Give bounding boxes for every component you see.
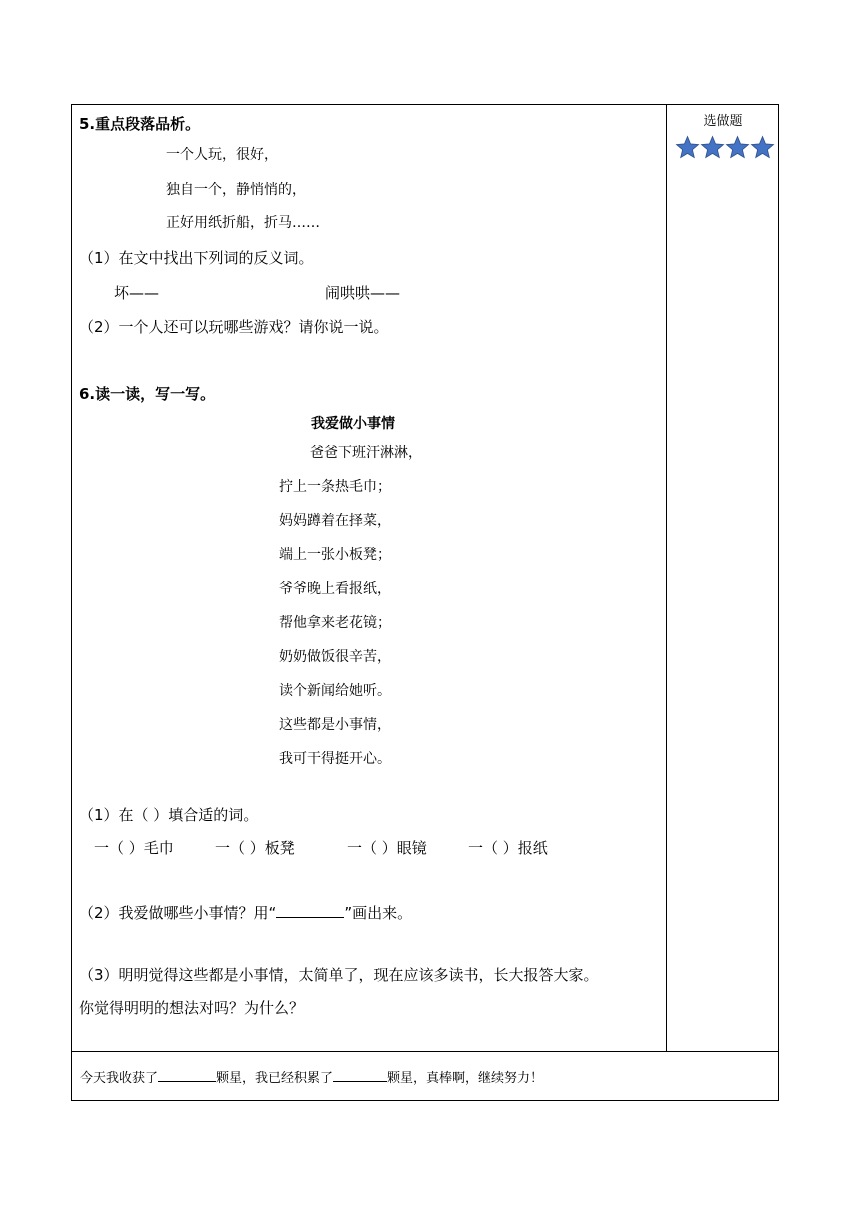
q6-poem-line-4: 端上一张小板凳； — [279, 547, 391, 563]
q5-poem-line-1: 一个人玩，很好， — [166, 147, 278, 163]
footer-blank-1 — [158, 1069, 216, 1082]
q6-sub2 — [79, 903, 412, 923]
q6-fill-item-2: 一（ ）板凳 — [215, 839, 295, 857]
star-icon — [675, 135, 700, 160]
q5-antonym-1: 坏—— — [114, 284, 160, 302]
q5-title: 5.重点段落品析。 — [79, 115, 201, 133]
q5-sub2: （2）一个人还可以玩哪些游戏？请你说一说。 — [79, 318, 389, 336]
q5-antonym-2: 闹哄哄—— — [325, 284, 401, 302]
q6-poem-line-2: 拧上一条热毛巾； — [279, 479, 391, 495]
star-icon — [750, 135, 775, 160]
q6-poem-line-3: 妈妈蹲着在择菜， — [279, 513, 391, 529]
q6-sub3-line-1: （3）明明觉得这些都是小事情，太简单了，现在应该多读书，长大报答大家。 — [79, 966, 599, 984]
footer-part-2: 颗星，我已经积累了 — [216, 1071, 334, 1086]
star-icon — [725, 135, 750, 160]
footer-blank-2 — [333, 1069, 387, 1082]
q6-sub2-after: ”画出来。 — [344, 904, 413, 922]
q6-sub2-before: （2）我爱做哪些小事情？用“ — [79, 904, 277, 922]
q6-poem-line-1: 爸爸下班汗淋淋， — [310, 445, 422, 461]
optional-question-label: 选做题 — [703, 114, 743, 129]
worksheet-table — [71, 104, 779, 1101]
q6-poem-line-10: 我可干得挺开心。 — [279, 751, 391, 767]
q6-fill-item-1: 一（ ）毛巾 — [94, 839, 174, 857]
q6-poem-line-7: 奶奶做饭很辛苦， — [279, 649, 391, 665]
q6-poem-line-8: 读个新闻给她听。 — [279, 683, 391, 699]
q6-sub2-underline — [276, 903, 344, 918]
footer-part-1: 今天我收获了 — [80, 1071, 159, 1086]
star-icon — [700, 135, 725, 160]
q6-fill-item-4: 一（ ）报纸 — [468, 839, 548, 857]
q5-sub1: （1）在文中找出下列词的反义词。 — [79, 249, 314, 267]
q6-poem-line-5: 爷爷晚上看报纸， — [279, 581, 391, 597]
q5-poem-line-2: 独自一个，静悄悄的， — [166, 182, 306, 198]
difficulty-stars — [675, 135, 775, 160]
q5-poem-line-3: 正好用纸折船，折马…… — [166, 215, 320, 231]
q6-poem-line-6: 帮他拿来老花镜； — [279, 615, 391, 631]
q6-sub3-line-2: 你觉得明明的想法对吗？为什么？ — [79, 999, 305, 1017]
q6-poem-title: 我爱做小事情 — [311, 416, 395, 432]
footer-part-3: 颗星，真棒啊，继续努力！ — [387, 1071, 544, 1086]
q6-title: 6.读一读，写一写。 — [79, 385, 216, 403]
q6-poem-line-9: 这些都是小事情， — [279, 717, 391, 733]
q6-sub1: （1）在（ ）填合适的词。 — [79, 806, 259, 824]
footer-progress — [80, 1069, 543, 1089]
q6-fill-item-3: 一（ ）眼镜 — [347, 839, 427, 857]
row-divider — [72, 1051, 778, 1052]
column-divider — [666, 105, 667, 1051]
